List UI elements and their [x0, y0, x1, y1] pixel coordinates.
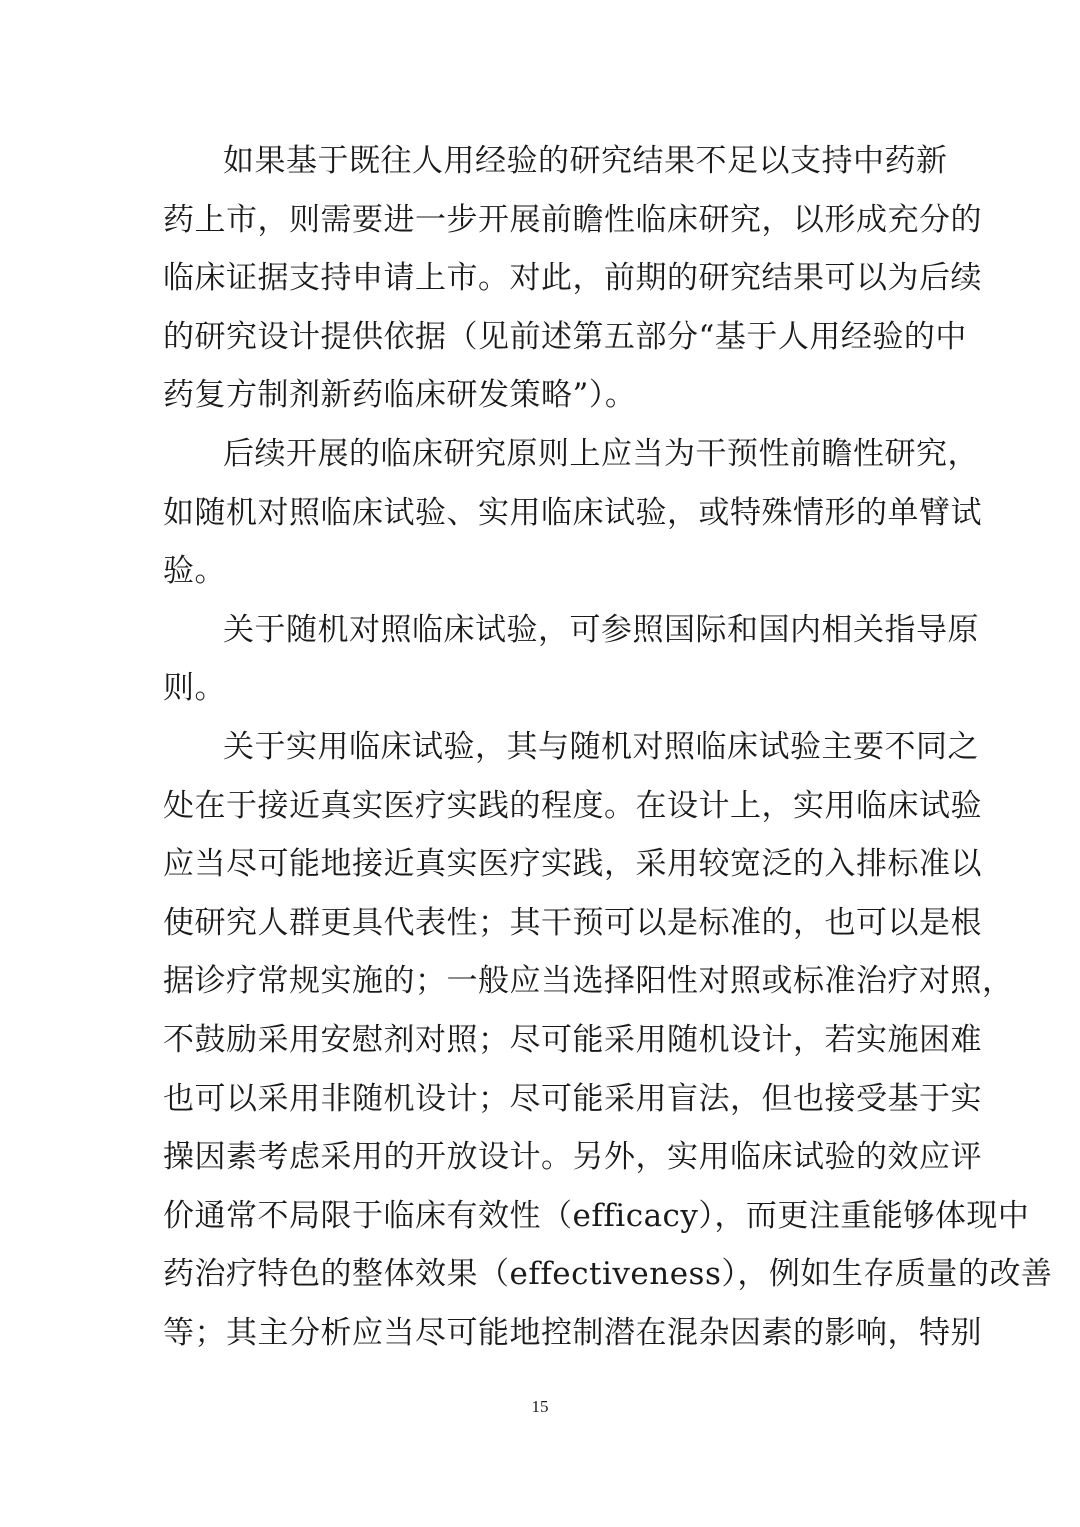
text-line: 则。: [163, 670, 226, 707]
text-line: 验。: [163, 553, 226, 590]
text-line: 药治疗特色的整体效果（effectiveness），例如生存质量的改善: [163, 1256, 1053, 1293]
text-line: 如果基于既往人用经验的研究结果不足以支持中药新: [223, 143, 948, 179]
text-line: 药复方制剂新药临床研发策略”）。: [163, 377, 637, 414]
text-line: 操因素考虑采用的开放设计。另外，实用临床试验的效应评: [163, 1139, 982, 1176]
paragraph-1: [163, 132, 982, 425]
text-line: 临床证据支持申请上市。对此，前期的研究结果可以为后续: [163, 260, 982, 297]
paragraph-4: [163, 718, 1053, 1363]
text-line: 不鼓励采用安慰剂对照；尽可能采用随机设计，若实施困难: [163, 1021, 982, 1058]
paragraph-3: [163, 601, 979, 718]
text-line: 也可以采用非随机设计；尽可能采用盲法，但也接受基于实: [163, 1080, 982, 1117]
text-line: 使研究人群更具代表性；其干预可以是标准的，也可以是根: [163, 904, 982, 941]
text-line: 如随机对照临床试验、实用临床试验，或特殊情形的单臂试: [163, 494, 982, 531]
text-line: 等；其主分析应当尽可能地控制潜在混杂因素的影响，特别: [163, 1314, 982, 1351]
text-line: 关于随机对照临床试验，可参照国际和国内相关指导原: [223, 611, 979, 648]
text-line: 处在于接近真实医疗实践的程度。在设计上，实用临床试验: [163, 787, 982, 824]
text-line: 药上市，则需要进一步开展前瞻性临床研究，以形成充分的: [163, 201, 982, 238]
text-line: 应当尽可能地接近真实医疗实践，采用较宽泛的入排标准以: [163, 846, 982, 883]
document-body: [163, 132, 1053, 1362]
paragraph-2: [163, 425, 982, 601]
page-number: 15: [531, 1397, 549, 1416]
text-line: 后续开展的临床研究原则上应当为干预性前瞻性研究，: [223, 435, 979, 472]
text-line: 价通常不局限于临床有效性（efficacy），而更注重能够体现中: [163, 1197, 1030, 1234]
text-line: 的研究设计提供依据（见前述第五部分“基于人用经验的中: [163, 318, 967, 355]
text-line: 关于实用临床试验，其与随机对照临床试验主要不同之: [223, 728, 979, 765]
text-line: 据诊疗常规实施的；一般应当选择阳性对照或标准治疗对照，: [163, 963, 1014, 1000]
